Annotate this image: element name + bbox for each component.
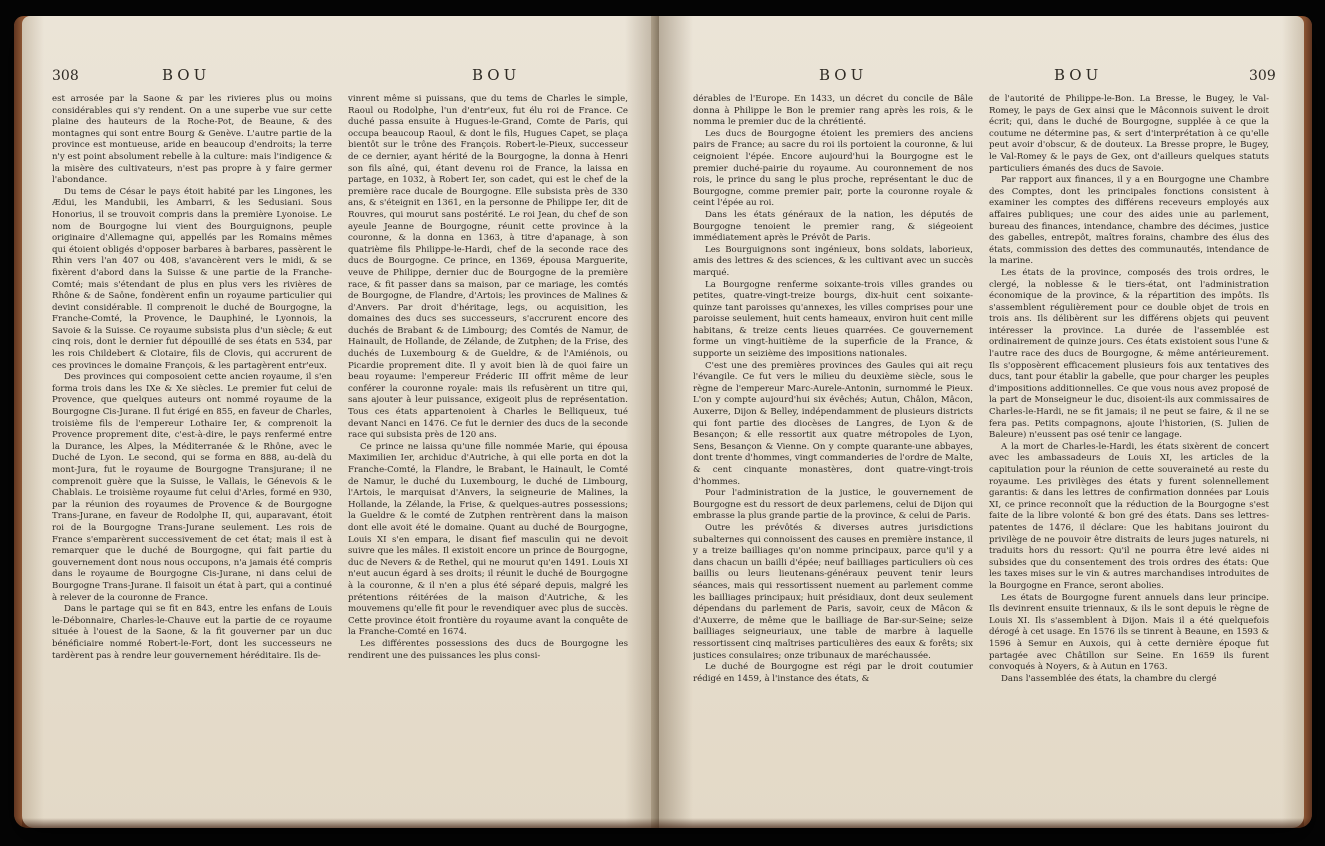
page-number-right: 309: [1249, 68, 1276, 84]
page-number-left: 308: [52, 68, 79, 84]
paragraph: Les états de la province, composés des trois ordres, le clergé, la noblesse & le tiers-état, ont l'administration économique de la province, & la répartition des impôts. Ils s'assemblent régulièrement pour ce double objet de trois en trois ans. Ils délibèrent sur les différens objets qui peuvent intéresser la province. La durée de l'assemblée est ordinairement de quinze jours. Ces états existoient sous l'une & l'autre race des ducs de Bourgogne, & même antérieurement. Ils s'opposèrent efficacement plusieurs fois aux tentatives des ducs, tant pour établir la gabelle, que pour charger les peuples d'impositions additionnelles. Ce que vous nous avez proposé de la part de Monseigneur le duc, disoient-ils aux commissaires de Charles-le-Hardi, ne se fit jamais; il ne peut se faire, & il ne se fera pas. Petits compagnons, ajoute l'historien, (S. Julien de Baleure) n'eussent pas osé tenir ce langage.: [989, 267, 1269, 441]
right-page: [659, 16, 1304, 828]
paragraph: de l'autorité de Philippe-le-Bon. La Bresse, le Bugey, le Val-Romey, le pays de Gex ainsi que le Mâconnois suivent le droit écrit; qui, dans le duché de Bourgogne, supplée à ce que la coutume ne détermine pas, & sert d'interprétation à ce qu'elle peut avoir d'obscur, & de douteux. La Bresse propre, le Bugey, le Val-Romey & le pays de Gex, ont d'ailleurs quelques statuts particuliers émanés des ducs de Savoie.: [989, 94, 1269, 174]
running-head-left-1: BOU: [162, 66, 211, 84]
paragraph: Le duché de Bourgogne est régi par le droit coutumier rédigé en 1459, à l'instance des états, &: [693, 662, 973, 684]
paragraph: vinrent même si puissans, que du tems de Charles le simple, Raoul ou Rodolphe, l'un d'entr'eux, fut élu roi de France. Ce duché passa ensuite à Hugues-le-Grand, Comte de Paris, qui occupa beaucoup Raoul, & dont le fils, Hugues Capet, se plaça bientôt sur le trône des François. Robert-le-Pieux, successeur de ce dernier, ayant hérité de la Bourgogne, la donna à Henri son fils aîné, qui, étant devenu roi de France, la laissa en partage, en 1032, à Robert Ier, son cadet, qui est le chef de la première race ducale de Bourgogne. Elle subsista près de 330 ans, & s'éteignit en 1361, en la personne de Philippe Ier, dit de Rouvres, qui mourut sans postérité. Le roi Jean, du chef de son ayeule Jeanne de Bourgogne, réunit cette province à la couronne, & la donna en 1363, à titre d'apanage, à son quatrième fils Philippe-le-Hardi, chef de la seconde race des ducs de Bourgogne. Ce prince, en 1369, épousa Marguerite, veuve de Philippe, dernier duc de Bourgogne de la première race, & fit passer dans sa maison, par ce mariage, les comtés de Bourgogne, de Flandre, d'Artois; les provinces de Malines & d'Anvers. Par droit d'héritage, legs, ou acquisition, les domaines des ducs ses successeurs, s'accrurent encore des duchés de Brabant & de Limbourg; des Comtés de Namur, de Hainault, de Hollande, de Zélande, de Zutphen; de la Frise, des duchés de Luxembourg & de Gueldre, & de l'Amiénois, ou Picardie proprement dite. Il y avoit bien là de quoi faire un beau royaume: l'empereur Fréderic III offrit même de leur conférer la couronne royale: mais ils refusèrent un titre qui, sans ajouter à leur puissance, exigeoit plus de représentation. Tous ces états appartenoient à Charles le Belliqueux, tué devant Nanci en 1476. Ce fut le dernier des ducs de la seconde race qui subsista près de 120 ans.: [348, 94, 628, 441]
paragraph: Les ducs de Bourgogne étoient les premiers des anciens pairs de France; au sacre du roi ils portoient la couronne, & lui ceignoient l'épée. Encore aujourd'hui la Bourgogne est le premier duché-pairie du royaume. Au couronnement de nos rois, le prince du sang le plus proche, représentant le duc de Bourgogne, comme premier pair, porte la couronne royale & ceint l'épée au roi.: [693, 128, 973, 209]
paragraph: Du tems de César le pays étoit habité par les Lingones, les Ædui, les Mandubii, les Ambarri, & les Sedusiani. Sous Honorius, il se trouvoit compris dans la première Lyonoise. Le nom de Bourgogne lui vient des Bourguignons, peuple originaire d'Allemagne qui, appellés par les Romains mêmes qui étoient obligés d'opposer barbares à barbares, passèrent le Rhin vers l'an 407 ou 408, s'avancèrent vers le midi, & se fixèrent d'abord dans la Suisse & une partie de la Franche-Comté; mais s'étendant de plus en plus vers les rivières de Rhône & de Saône, fondèrent enfin un royaume particulier qui devint considérable. Il comprenoit le duché de Bourgogne, la Franche-Comté, la Provence, le Dauphiné, le Lyonnois, la Savoie & la Suisse. Ce royaume subsista plus d'un siècle; & eut cinq rois, dont le dernier fut dépouillé de ses états en 534, par les rois Childebert & Clotaire, fils de Clovis, qui accrurent de ces provinces le domaine François, & les partagèrent entr'eux.: [52, 186, 332, 371]
paragraph: A la mort de Charles-le-Hardi, les états sixèrent de concert avec les ambassadeurs de Louis XI, les articles de la capitulation pour la réunion de cette souveraineté au reste du royaume. Les privilèges des états y furent solennellement garantis: & dans les lettres de confirmation données par Louis XI, ce prince reconnoît que la réduction de la Bourgogne s'est faite de la libre volonté & bon gré des états. Dans ses lettres-patentes de 1476, il déclare: Que les habitans jouiront du privilège de ne pouvoir être distraits de leurs juges naturels, ni traduits hors du ressort: Qu'il ne pourra être levé aides ni subsides que du consentement des trois ordres des états: Que les taxes mises sur le vin & autres marchandises introduites de la Bourgogne en France, seront abolies.: [989, 441, 1269, 591]
book-cover-edge-left: [14, 16, 22, 828]
paragraph: Les états de Bourgogne furent annuels dans leur principe. Ils devinrent ensuite triennaux, & ils le sont depuis le règne de Louis XI. Ils s'assemblent à Dijon. Mais il a été quelquefois dérogé à cet usage. En 1576 ils se tinrent à Beaune, en 1593 & 1596 à Semur en Auxois, qui à cette dernière époque fut partagée avec Châtillon sur Seine. En 1659 ils furent convoqués à Noyers, & à Autun en 1763.: [989, 592, 1269, 673]
paragraph: Dans l'assemblée des états, la chambre du clergé: [1001, 673, 1217, 684]
paragraph: Dans le partage qui se fit en 843, entre les enfans de Louis le-Débonnaire, Charles-le-Chauve eut la partie de ce royaume située à l'ouest de la Saone, & la fit gouverner par un duc bénéficiaire nommé Robert-le-Fort, dont les successeurs ne tardèrent pas à rendre leur gouvernement héréditaire. Ils de-: [52, 604, 332, 661]
paragraph: est arrosée par la Saone & par les rivieres plus ou moins considérables qui s'y rendent. On a une superbe vue sur cette plaine des hauteurs de la Roche-Pot, de Beaune, & des montagnes qui sont entre Bourg & Genève. L'autre partie de la province est montueuse, aride en beaucoup d'endroits; la terre n'y est point absolument rebelle à la culture: mais l'indigence & la misère des cultivateurs, n'est pas propre à y faire germer l'abondance.: [52, 94, 332, 186]
paragraph: Des provinces qui composoient cette ancien royaume, il s'en forma trois dans les IXe & Xe siècles. Le premier fut celui de Provence, que quelques auteurs ont nommé royaume de la Bourgogne Cis-Jurane. Il fut érigé en 855, en faveur de Charles, troisième fils de l'empereur Lothaire Ier, & comprenoit la Provence proprement dite, c'est-à-dire, le pays renfermé entre la Durance, les Alpes, la Méditerranée & le Rhône, avec le Duché de Lyon. Le second, qui se forma en 888, au-delà du mont-Jura, fut le royaume de Bourgogne Transjurane; il ne comprenoit guère que la Suisse, le Vallais, le Génevois & le Chablais. Le troisième royaume fut celui d'Arles, formé en 930, par la réunion des royaumes de Provence & de Bourgogne Trans-Jurane, en faveur de Rodolphe II, qui, auparavant, étoit roi de la Bourgogne Trans-Jurane seulement. Les rois de France s'emparèrent successivement de cet état; mais il est à remarquer que le duché de Bourgogne, qui fait partie du gouvernement dont nous nous occupons, n'a jamais été compris dans le royaume de Bourgogne Cis-Jurane, ni dans celui de Bourgogne Trans-Jurane. Il faisoit un état à part, qui a continué à relever de la couronne de France.: [52, 372, 332, 603]
left-page: [22, 16, 659, 828]
right-page-column-2: [989, 94, 1269, 799]
paragraph: Par rapport aux finances, il y a en Bourgogne une Chambre des Comptes, dont les principales fonctions consistent à examiner les comptes des différens receveurs employés aux affaires publiques; une cour des aides unie au parlement, bureau des finances, intendance, chambre des décimes, justice des gabelles, entrepôt, maîtres forains, chambre des élus des états, commission des dettes des communautés, intendance de la marine.: [989, 175, 1269, 267]
left-page-column-2: [348, 94, 628, 799]
paragraph: dérables de l'Europe. En 1433, un décret du concile de Bâle donna à Philippe le Bon le premier rang après les rois, & le nomma le premier duc de la chrétienté.: [693, 94, 973, 128]
running-head-left-2: BOU: [472, 66, 521, 84]
paragraph: C'est une des premières provinces des Gaules qui ait reçu l'évangile. Ce fut vers le milieu du deuxième siècle, sous le règne de l'empereur Marc-Aurele-Antonin, surnommé le Pieux. L'on y compte aujourd'hui six évêchés; Autun, Châlon, Mâcon, Auxerre, Dijon & Belley, indépendamment de plusieurs districts qui font partie des diocèses de Langres, de Lyon & de Besançon; & elle ressortit aux quatre métropoles de Lyon, Sens, Besançon & Vienne. On y compte quarante-une abbayes, dont trente d'hommes, vingt commanderies de l'ordre de Malte, & cent cinquante monastères, dont quatre-vingt-trois d'hommes.: [693, 360, 973, 487]
book-bottom-edge: [14, 818, 1312, 828]
paragraph: Les différentes possessions des ducs de Bourgogne les rendirent une des puissances les plus consi-: [348, 638, 628, 661]
paragraph: La Bourgogne renferme soixante-trois villes grandes ou petites, quatre-vingt-treize bourgs, dix-huit cent soixante-quinze tant paroisses qu'annexes, les villes comprises pour une paroisse seulement, huit cents hameaux, environ huit cent mille habitans, & treize cents lieues quarrées. Ce gouvernement forme un vingt-huitième de la superficie de la France, & supporte un seizième des impositions nationales.: [693, 279, 973, 360]
open-book: [14, 16, 1312, 828]
right-page-column-1: [693, 94, 973, 799]
running-head-right-1: BOU: [819, 66, 868, 84]
paragraph: Pour l'administration de la justice, le gouvernement de Bourgogne est du ressort de deux parlemens, celui de Dijon qui embrasse la plus grande partie de la province, & celui de Paris.: [693, 488, 973, 522]
left-page-column-1: [52, 94, 332, 799]
book-cover-edge-right: [1304, 16, 1312, 828]
paragraph: Ce prince ne laissa qu'une fille nommée Marie, qui épousa Maximilien Ier, archiduc d'Autriche, à qui elle porta en dot la Franche-Comté, la Flandre, le Brabant, le Hainault, le Comté de Namur, le duché du Luxembourg, le duché de Limbourg, l'Artois, le marquisat d'Anvers, la seigneurie de Malines, la Hollande, la Zélande, la Frise, & quelques-autres possessions; la Gueldre & le comté de Zutphen rentrèrent dans la maison dont elle avoit été le domaine. Quant au duché de Bourgogne, Louis XI s'en empara, le disant fief masculin qui ne devoit suivre que les mâles. Il existoit encore un prince de Bourgogne, duc de Nevers & de Rethel, qui ne mourut qu'en 1491. Louis XI n'eut aucun égard à ses droits; il réunit le duché de Bourgogne à la couronne, & il n'en a plus été séparé depuis, malgré les prétentions réitérées de la maison d'Autriche, & les mouvemens qu'elle fit pour le revendiquer avec plus de succès. Cette province étoit frontière du royaume avant la conquête de la Franche-Comté en 1674.: [348, 441, 628, 638]
paragraph: Les Bourguignons sont ingénieux, bons soldats, laborieux, amis des lettres & des sciences, & les cultivant avec un succès marqué.: [693, 244, 973, 278]
paragraph: Outre les prévôtés & diverses autres jurisdictions subalternes qui connoissent des causes en première instance, il y a treize bailliages qu'on nomme principaux, parce qu'il y a dans chacun un bailli d'épée; neuf bailliages particuliers où ces baillis ou leurs lieutenans-généraux peuvent tenir leurs séances, mais qui ressortissent nuement au parlement comme les bailliages principaux; huit présidiaux, dont deux seulement dépendans du parlement de Paris, savoir, ceux de Mâcon & d'Auxerre, de même que le bailliage de Bar-sur-Seine; seize bailliages seigneuriaux, une table de marbre à laquelle ressortissent cinq maîtrises particulières des eaux & forêts; six justices consulaires; onze tribunaux de maréchaussée.: [693, 522, 973, 661]
running-head-right-2: BOU: [1054, 66, 1103, 84]
paragraph: Dans les états généraux de la nation, les députés de Bourgogne tenoient le premier rang, & siégeoient immédiatement après le Prévôt de Paris.: [693, 209, 973, 244]
